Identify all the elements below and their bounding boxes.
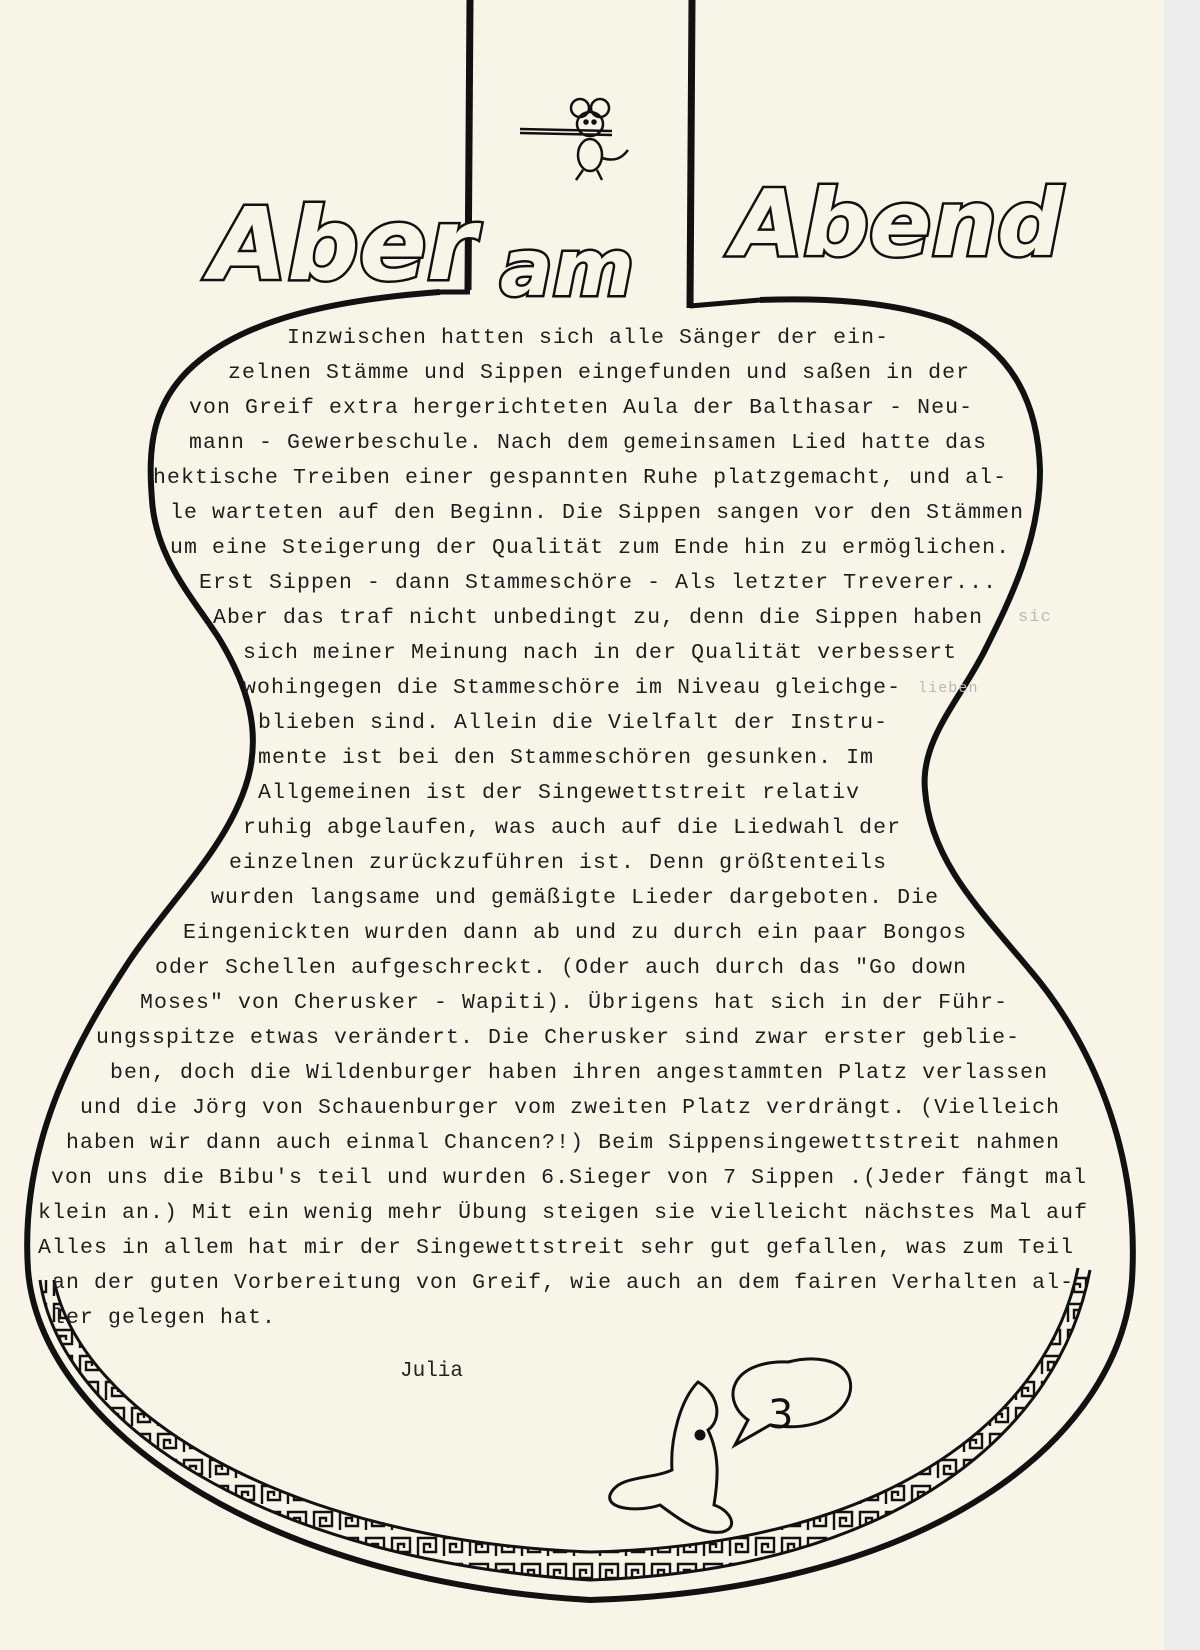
margin-overflow-text: sic (1018, 608, 1052, 627)
article-line: Inzwischen hatten sich alle Sänger der ein- (287, 326, 890, 350)
mouse-playing-flute-icon (520, 99, 628, 180)
article-line: Alles in allem hat mir der Singewettstreit sehr gut gefallen, was zum Teil (38, 1236, 1075, 1260)
article-line: zelnen Stämme und Sippen eingefunden und saßen in der (228, 361, 971, 385)
article-line: von Greif extra hergerichteten Aula der Balthasar - Neu- (189, 396, 974, 420)
article-line: blieben sind. Allein die Vielfalt der Instru- (258, 711, 889, 735)
article-line: um eine Steigerung der Qualität zum Ende hin zu ermöglichen. (170, 536, 1011, 560)
page-number: 3 (768, 1392, 794, 1438)
article-line: mann - Gewerbeschule. Nach dem gemeinsamen Lied hatte das (189, 431, 988, 455)
article-line: oder Schellen aufgeschreckt. (Oder auch durch das "Go down (155, 956, 968, 980)
article-line: ruhig abgelaufen, was auch auf die Liedwahl der (243, 816, 902, 840)
title-word-abend: Abend (732, 170, 1063, 277)
article-line: haben wir dann auch einmal Chancen?!) Beim Sippensingewettstreit nahmen (66, 1131, 1061, 1155)
author-signature: Julia (400, 1360, 464, 1383)
title-word-aber: Aber (210, 186, 477, 303)
character-with-speech-bubble-icon (610, 1359, 851, 1533)
article-line: Erst Sippen - dann Stammeschöre - Als letzter Treverer... (199, 571, 998, 595)
title-word-am: am (500, 224, 634, 314)
article-line: Eingenickten wurden dann ab und zu durch ein paar Bongos (183, 921, 968, 945)
article-line: einzelnen zurückzuführen ist. Denn größtenteils (229, 851, 888, 875)
article-line: wohingegen die Stammeschöre im Niveau gleichge- (243, 676, 902, 700)
article-line: an der guten Vorbereitung von Greif, wie auch an dem fairen Verhalten al- (52, 1271, 1075, 1295)
article-line: von uns die Bibu's teil und wurden 6.Sieger von 7 Sippen .(Jeder fängt mal (51, 1166, 1088, 1190)
article-line: le warteten auf den Beginn. Die Sippen sangen vor den Stämmen (170, 501, 1025, 525)
article-line: sich meiner Meinung nach in der Qualität verbessert (243, 641, 958, 665)
article-line: wurden langsame und gemäßigte Lieder dargeboten. Die (211, 886, 940, 910)
article-line: ungsspitze etwas verändert. Die Cherusker sind zwar erster geblie- (96, 1026, 1021, 1050)
article-line: und die Jörg von Schauenburger vom zweiten Platz verdrängt. (Vielleich (80, 1096, 1061, 1120)
article-line: Allgemeinen ist der Singewettstreit relativ (258, 781, 861, 805)
article-line: ler gelegen hat. (52, 1306, 277, 1330)
article-line: Aber das traf nicht unbedingt zu, denn die Sippen haben (213, 606, 984, 630)
margin-overflow-text: lieben (918, 680, 979, 697)
article-line: mente ist bei den Stammeschören gesunken. Im (258, 746, 875, 770)
greek-key-border (0, 1250, 1164, 1610)
article-line: klein an.) Mit ein wenig mehr Übung steigen sie vielleicht nächstes Mal auf (38, 1201, 1089, 1225)
article-line: Moses" von Cherusker - Wapiti). Übrigens hat sich in der Führ- (140, 991, 1009, 1015)
scan-edge (1164, 0, 1200, 1650)
article-line: hektische Treiben einer gespannten Ruhe platzgemacht, und al- (153, 466, 1008, 490)
article-line: ben, doch die Wildenburger haben ihren angestammten Platz verlassen (110, 1061, 1049, 1085)
